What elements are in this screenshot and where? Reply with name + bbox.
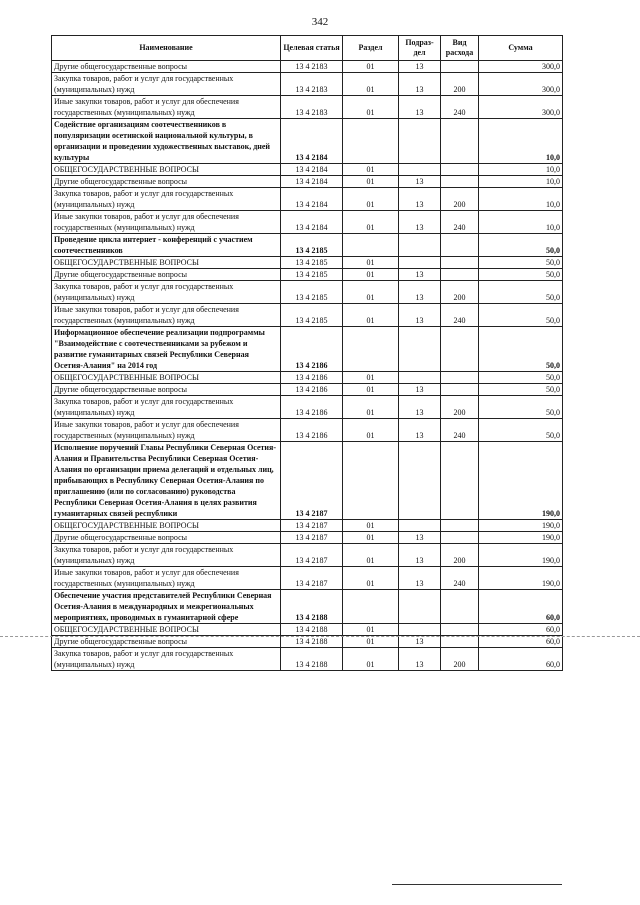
row-section: 01: [343, 176, 399, 188]
row-sum: 50,0: [479, 419, 563, 442]
row-name: ОБЩЕГОСУДАРСТВЕННЫЕ ВОПРОСЫ: [52, 164, 281, 176]
header-section: Раздел: [343, 36, 399, 61]
row-section: 01: [343, 257, 399, 269]
row-section: [343, 234, 399, 257]
row-sum: 50,0: [479, 304, 563, 327]
row-name: Иные закупки товаров, работ и услуг для обеспечения государственных (муниципальных) нужд: [52, 96, 281, 119]
row-name: Закупка товаров, работ и услуг для государственных (муниципальных) нужд: [52, 73, 281, 96]
row-name: ОБЩЕГОСУДАРСТВЕННЫЕ ВОПРОСЫ: [52, 624, 281, 636]
table-row: [52, 419, 563, 442]
row-subsection: [399, 119, 441, 164]
row-subsection: 13: [399, 281, 441, 304]
table-row: [52, 73, 563, 96]
row-sum: 50,0: [479, 281, 563, 304]
row-expense: [441, 327, 479, 372]
scan-fold-line: [0, 636, 640, 637]
table-row: [52, 567, 563, 590]
header-target: Целевая статья: [281, 36, 343, 61]
row-target: 13 4 2185: [281, 234, 343, 257]
row-name: Содействие организациям соотечественников в популяризации осетинской национальной культуры, в организации и проведении художественных выставок, дней культуры: [52, 119, 281, 164]
row-sum: 300,0: [479, 96, 563, 119]
row-expense: [441, 532, 479, 544]
table-row: [52, 624, 563, 636]
row-section: 01: [343, 188, 399, 211]
table-row: [52, 96, 563, 119]
row-expense: 200: [441, 281, 479, 304]
row-subsection: 13: [399, 567, 441, 590]
row-expense: 240: [441, 211, 479, 234]
table-row: [52, 234, 563, 257]
row-expense: [441, 636, 479, 648]
row-name: ОБЩЕГОСУДАРСТВЕННЫЕ ВОПРОСЫ: [52, 372, 281, 384]
row-name: Закупка товаров, работ и услуг для государственных (муниципальных) нужд: [52, 396, 281, 419]
row-sum: 60,0: [479, 590, 563, 624]
row-target: 13 4 2185: [281, 257, 343, 269]
row-subsection: [399, 372, 441, 384]
row-sum: 60,0: [479, 624, 563, 636]
row-section: [343, 590, 399, 624]
row-subsection: [399, 234, 441, 257]
row-name: Иные закупки товаров, работ и услуг для обеспечения государственных (муниципальных) нужд: [52, 304, 281, 327]
row-sum: 50,0: [479, 327, 563, 372]
row-name: Другие общегосударственные вопросы: [52, 61, 281, 73]
row-section: 01: [343, 419, 399, 442]
row-target: 13 4 2187: [281, 544, 343, 567]
row-sum: 190,0: [479, 567, 563, 590]
row-target: 13 4 2186: [281, 419, 343, 442]
row-target: 13 4 2186: [281, 384, 343, 396]
row-section: 01: [343, 648, 399, 671]
row-target: 13 4 2188: [281, 636, 343, 648]
row-expense: 200: [441, 396, 479, 419]
row-target: 13 4 2186: [281, 372, 343, 384]
row-subsection: [399, 442, 441, 520]
row-subsection: 13: [399, 544, 441, 567]
row-subsection: 13: [399, 304, 441, 327]
row-sum: 10,0: [479, 176, 563, 188]
table-row: [52, 372, 563, 384]
row-target: 13 4 2183: [281, 61, 343, 73]
row-section: 01: [343, 281, 399, 304]
row-sum: 50,0: [479, 234, 563, 257]
table-row: [52, 119, 563, 164]
row-section: 01: [343, 532, 399, 544]
page-number: 342: [311, 16, 329, 28]
row-sum: 10,0: [479, 119, 563, 164]
row-target: 13 4 2184: [281, 176, 343, 188]
row-name: Другие общегосударственные вопросы: [52, 384, 281, 396]
table-row: [52, 176, 563, 188]
row-target: 13 4 2187: [281, 520, 343, 532]
row-subsection: 13: [399, 73, 441, 96]
row-target: 13 4 2186: [281, 327, 343, 372]
row-expense: [441, 61, 479, 73]
row-sum: 10,0: [479, 164, 563, 176]
header-expense: Вид расхода: [441, 36, 479, 61]
row-expense: [441, 257, 479, 269]
row-section: 01: [343, 73, 399, 96]
row-subsection: [399, 257, 441, 269]
row-name: Другие общегосударственные вопросы: [52, 269, 281, 281]
table-row: [52, 304, 563, 327]
row-target: 13 4 2184: [281, 164, 343, 176]
row-sum: 190,0: [479, 532, 563, 544]
row-section: 01: [343, 211, 399, 234]
row-name: Иные закупки товаров, работ и услуг для обеспечения государственных (муниципальных) нужд: [52, 419, 281, 442]
row-subsection: 13: [399, 188, 441, 211]
row-section: 01: [343, 96, 399, 119]
budget-table: [51, 35, 563, 671]
row-target: 13 4 2188: [281, 624, 343, 636]
header-subsection: Подраз-дел: [399, 36, 441, 61]
row-name: Иные закупки товаров, работ и услуг для обеспечения государственных (муниципальных) нужд: [52, 567, 281, 590]
row-subsection: 13: [399, 269, 441, 281]
row-subsection: 13: [399, 61, 441, 73]
row-subsection: 13: [399, 176, 441, 188]
table-row: [52, 648, 563, 671]
table-row: [52, 257, 563, 269]
table-row: [52, 281, 563, 304]
row-name: Закупка товаров, работ и услуг для государственных (муниципальных) нужд: [52, 188, 281, 211]
row-sum: 50,0: [479, 269, 563, 281]
row-name: ОБЩЕГОСУДАРСТВЕННЫЕ ВОПРОСЫ: [52, 257, 281, 269]
row-name: Другие общегосударственные вопросы: [52, 532, 281, 544]
row-expense: [441, 624, 479, 636]
row-expense: 240: [441, 304, 479, 327]
row-section: [343, 119, 399, 164]
row-expense: 240: [441, 96, 479, 119]
row-expense: [441, 590, 479, 624]
row-expense: [441, 372, 479, 384]
row-target: 13 4 2187: [281, 442, 343, 520]
row-subsection: 13: [399, 648, 441, 671]
table-row: [52, 61, 563, 73]
table-row: [52, 269, 563, 281]
row-expense: [441, 520, 479, 532]
row-sum: 50,0: [479, 396, 563, 419]
row-subsection: 13: [399, 384, 441, 396]
row-section: [343, 442, 399, 520]
row-subsection: [399, 327, 441, 372]
row-target: 13 4 2188: [281, 590, 343, 624]
row-subsection: 13: [399, 532, 441, 544]
table-row: [52, 442, 563, 520]
row-section: 01: [343, 269, 399, 281]
row-name: Закупка товаров, работ и услуг для государственных (муниципальных) нужд: [52, 281, 281, 304]
row-sum: 190,0: [479, 544, 563, 567]
row-sum: 50,0: [479, 372, 563, 384]
row-section: 01: [343, 372, 399, 384]
row-subsection: 13: [399, 211, 441, 234]
row-sum: 190,0: [479, 520, 563, 532]
row-target: 13 4 2188: [281, 648, 343, 671]
row-section: 01: [343, 636, 399, 648]
table-row: [52, 520, 563, 532]
row-section: 01: [343, 304, 399, 327]
row-target: 13 4 2184: [281, 211, 343, 234]
row-sum: 300,0: [479, 61, 563, 73]
row-target: 13 4 2184: [281, 188, 343, 211]
table-row: [52, 164, 563, 176]
row-expense: [441, 119, 479, 164]
row-section: 01: [343, 624, 399, 636]
row-name: Закупка товаров, работ и услуг для государственных (муниципальных) нужд: [52, 648, 281, 671]
row-name: Закупка товаров, работ и услуг для государственных (муниципальных) нужд: [52, 544, 281, 567]
row-expense: 200: [441, 544, 479, 567]
header-name: Наименование: [52, 36, 281, 61]
row-name: Информационное обеспечение реализации подпрограммы "Взаимодействие с соотечественниками за рубежом и развитие гуманитарных связей Республики Северная Осетия-Алания" на 2014 год: [52, 327, 281, 372]
row-sum: 190,0: [479, 442, 563, 520]
row-sum: 50,0: [479, 384, 563, 396]
row-expense: 240: [441, 419, 479, 442]
row-subsection: [399, 520, 441, 532]
row-target: 13 4 2183: [281, 96, 343, 119]
row-sum: 50,0: [479, 257, 563, 269]
row-subsection: [399, 164, 441, 176]
table-row: [52, 590, 563, 624]
table-row: [52, 384, 563, 396]
table-row: [52, 636, 563, 648]
table-row: [52, 544, 563, 567]
row-section: 01: [343, 164, 399, 176]
row-subsection: [399, 590, 441, 624]
row-name: Иные закупки товаров, работ и услуг для обеспечения государственных (муниципальных) нужд: [52, 211, 281, 234]
row-section: 01: [343, 567, 399, 590]
row-expense: [441, 442, 479, 520]
header-sum: Сумма: [479, 36, 563, 61]
row-section: [343, 327, 399, 372]
row-sum: 60,0: [479, 636, 563, 648]
row-target: 13 4 2187: [281, 532, 343, 544]
row-sum: 10,0: [479, 211, 563, 234]
table-header-row: [52, 36, 563, 61]
row-target: 13 4 2183: [281, 73, 343, 96]
row-section: 01: [343, 520, 399, 532]
row-sum: 60,0: [479, 648, 563, 671]
row-subsection: 13: [399, 96, 441, 119]
row-expense: 200: [441, 73, 479, 96]
row-expense: [441, 269, 479, 281]
row-name: Обеспечение участия представителей Республики Северная Осетия-Алания в международных и межрегиональных мероприятиях, проводимых в гуманитарной сфере: [52, 590, 281, 624]
row-target: 13 4 2185: [281, 304, 343, 327]
row-subsection: 13: [399, 636, 441, 648]
row-section: 01: [343, 61, 399, 73]
row-section: 01: [343, 384, 399, 396]
footer-rule: [392, 884, 562, 885]
row-name: Проведение цикла интернет - конференций с участием соотечественников: [52, 234, 281, 257]
table-row: [52, 211, 563, 234]
row-section: 01: [343, 544, 399, 567]
row-expense: [441, 234, 479, 257]
table-row: [52, 396, 563, 419]
table-row: [52, 188, 563, 211]
row-expense: [441, 164, 479, 176]
row-target: 13 4 2185: [281, 281, 343, 304]
row-sum: 10,0: [479, 188, 563, 211]
table-row: [52, 532, 563, 544]
row-section: 01: [343, 396, 399, 419]
row-target: 13 4 2185: [281, 269, 343, 281]
row-name: Исполнение поручений Главы Республики Северная Осетия-Алания и Правительства Республики Северная Осетия-Алания по организации приема делегаций и отдельных лиц, прибывающих в Республику Северная Осетия-Алания по приглашению (или по согласованию) руководства Республики Северная Осетия-Алания в целях развития гуманитарных связей республики: [52, 442, 281, 520]
row-subsection: [399, 624, 441, 636]
row-target: 13 4 2186: [281, 396, 343, 419]
row-expense: [441, 384, 479, 396]
table-row: [52, 327, 563, 372]
row-name: Другие общегосударственные вопросы: [52, 176, 281, 188]
row-name: Другие общегосударственные вопросы: [52, 636, 281, 648]
row-subsection: 13: [399, 396, 441, 419]
row-subsection: 13: [399, 419, 441, 442]
row-expense: 240: [441, 567, 479, 590]
row-target: 13 4 2187: [281, 567, 343, 590]
row-target: 13 4 2184: [281, 119, 343, 164]
row-expense: 200: [441, 188, 479, 211]
row-sum: 300,0: [479, 73, 563, 96]
row-name: ОБЩЕГОСУДАРСТВЕННЫЕ ВОПРОСЫ: [52, 520, 281, 532]
row-expense: [441, 176, 479, 188]
row-expense: 200: [441, 648, 479, 671]
